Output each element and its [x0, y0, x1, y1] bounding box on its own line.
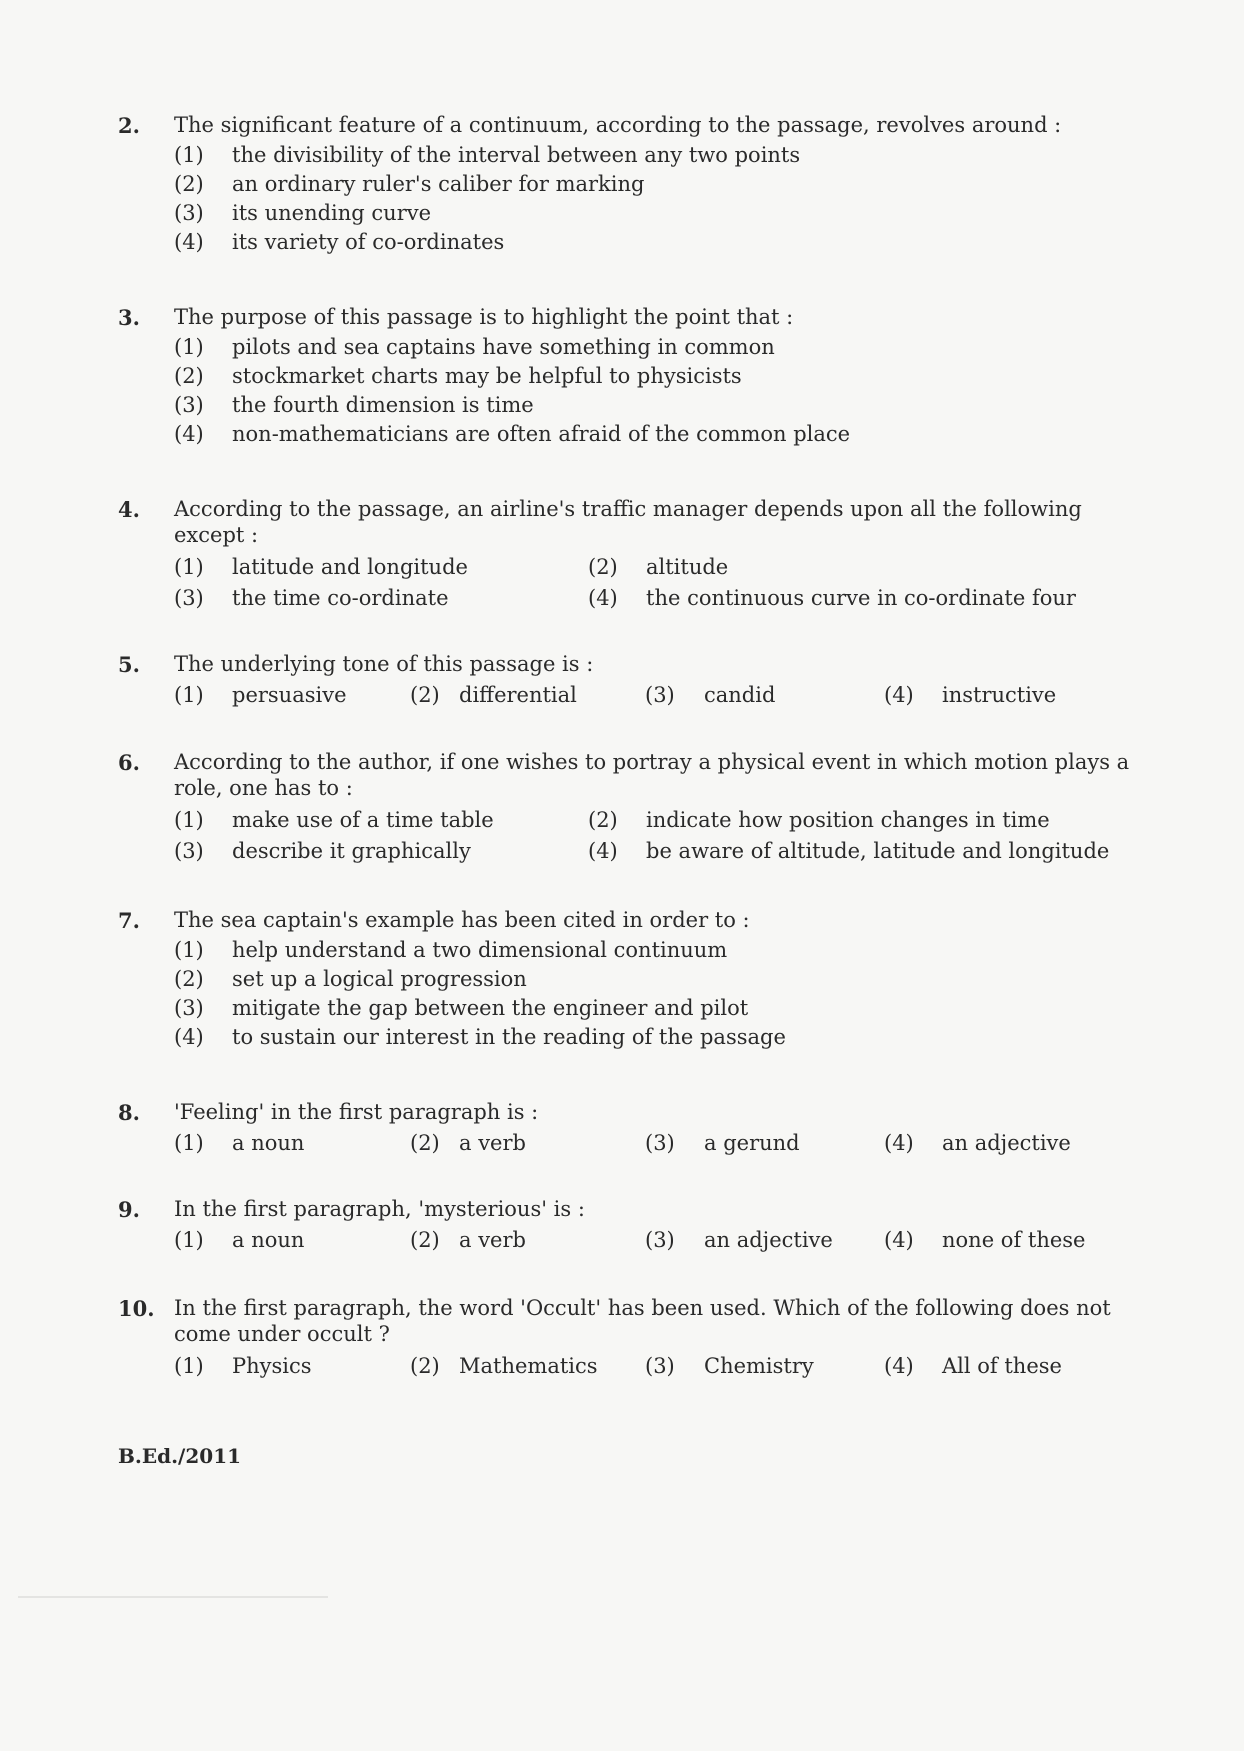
question-stem-line-1: In the first paragraph, the word 'Occult' has been used. Which of the following does not: [174, 1296, 1111, 1320]
option-number: (3): [645, 1354, 675, 1378]
option-number: (2): [410, 683, 440, 707]
option-number: (1): [174, 1228, 204, 1252]
option-number: (4): [174, 230, 204, 254]
option-number: (1): [174, 335, 204, 359]
option-text: the fourth dimension is time: [232, 393, 534, 417]
option-text: stockmarket charts may be helpful to physicists: [232, 364, 742, 388]
question-stem: The significant feature of a continuum, according to the passage, revolves around :: [174, 113, 1062, 137]
option-text: a noun: [232, 1228, 305, 1252]
option-number: (2): [410, 1228, 440, 1252]
question-stem: The purpose of this passage is to highlight the point that :: [174, 305, 794, 329]
option-number: (1): [174, 683, 204, 707]
option-text: help understand a two dimensional continuum: [232, 938, 728, 962]
option-text: the divisibility of the interval between any two points: [232, 143, 801, 167]
question-number: 6.: [118, 750, 140, 775]
option-number: (4): [588, 586, 618, 610]
option-number: (2): [174, 967, 204, 991]
option-number: (1): [174, 1354, 204, 1378]
option-text: differential: [459, 683, 577, 707]
question-number: 9.: [118, 1197, 140, 1222]
question-stem-line-2: role, one has to :: [174, 776, 353, 800]
option-text: set up a logical progression: [232, 967, 527, 991]
option-number: (1): [174, 938, 204, 962]
option-text: its variety of co-ordinates: [232, 230, 505, 254]
option-text: instructive: [942, 683, 1057, 707]
scan-artifact-line: [18, 1596, 328, 1598]
option-number: (4): [884, 1354, 914, 1378]
option-number: (3): [174, 839, 204, 863]
question-number: 3.: [118, 305, 140, 330]
question-stem-line-1: According to the passage, an airline's traffic manager depends upon all the following: [174, 497, 1082, 521]
option-number: (1): [174, 808, 204, 832]
option-number: (2): [174, 172, 204, 196]
option-text: its unending curve: [232, 201, 432, 225]
option-number: (1): [174, 1131, 204, 1155]
option-text: make use of a time table: [232, 808, 494, 832]
option-text: Physics: [232, 1354, 312, 1378]
option-number: (3): [174, 201, 204, 225]
option-text: a verb: [459, 1131, 526, 1155]
option-number: (3): [174, 586, 204, 610]
option-text: indicate how position changes in time: [646, 808, 1050, 832]
option-number: (4): [884, 683, 914, 707]
option-text: the time co-ordinate: [232, 586, 449, 610]
option-number: (2): [410, 1354, 440, 1378]
option-number: (4): [588, 839, 618, 863]
option-text: pilots and sea captains have something in common: [232, 335, 775, 359]
option-number: (4): [174, 1025, 204, 1049]
option-number: (2): [588, 555, 618, 579]
question-number: 7.: [118, 908, 140, 933]
option-text: Mathematics: [459, 1354, 598, 1378]
option-text: non-mathematicians are often afraid of the common place: [232, 422, 851, 446]
option-number: (3): [645, 1228, 675, 1252]
question-stem-line-2: come under occult ?: [174, 1322, 390, 1346]
question-stem: The sea captain's example has been cited in order to :: [174, 908, 750, 932]
option-text: Chemistry: [704, 1354, 814, 1378]
option-text: be aware of altitude, latitude and longitude: [646, 839, 1110, 863]
option-number: (1): [174, 143, 204, 167]
option-text: an adjective: [704, 1228, 833, 1252]
option-text: latitude and longitude: [232, 555, 468, 579]
question-number: 10.: [118, 1296, 155, 1321]
option-number: (2): [410, 1131, 440, 1155]
option-number: (2): [588, 808, 618, 832]
option-number: (3): [645, 1131, 675, 1155]
option-number: (4): [884, 1131, 914, 1155]
question-stem: 'Feeling' in the first paragraph is :: [174, 1100, 539, 1124]
option-text: persuasive: [232, 683, 347, 707]
option-text: a verb: [459, 1228, 526, 1252]
question-stem: The underlying tone of this passage is :: [174, 652, 594, 676]
option-text: mitigate the gap between the engineer and pilot: [232, 996, 749, 1020]
option-text: candid: [704, 683, 776, 707]
option-text: a gerund: [704, 1131, 800, 1155]
option-number: (2): [174, 364, 204, 388]
option-text: describe it graphically: [232, 839, 471, 863]
question-stem: In the first paragraph, 'mysterious' is :: [174, 1197, 585, 1221]
option-number: (4): [174, 422, 204, 446]
option-number: (4): [884, 1228, 914, 1252]
option-text: altitude: [646, 555, 729, 579]
option-text: All of these: [942, 1354, 1062, 1378]
question-number: 5.: [118, 652, 140, 677]
question-stem-line-2: except :: [174, 523, 259, 547]
question-number: 4.: [118, 497, 140, 522]
option-text: a noun: [232, 1131, 305, 1155]
option-number: (3): [174, 393, 204, 417]
option-number: (1): [174, 555, 204, 579]
option-number: (3): [645, 683, 675, 707]
option-text: an ordinary ruler's caliber for marking: [232, 172, 645, 196]
question-stem-line-1: According to the author, if one wishes to portray a physical event in which motion plays a: [174, 750, 1130, 774]
option-number: (3): [174, 996, 204, 1020]
option-text: to sustain our interest in the reading of the passage: [232, 1025, 786, 1049]
question-number: 8.: [118, 1100, 140, 1125]
question-number: 2.: [118, 113, 140, 138]
page-footer: B.Ed./2011: [118, 1444, 242, 1468]
option-text: an adjective: [942, 1131, 1071, 1155]
option-text: the continuous curve in co-ordinate four: [646, 586, 1076, 610]
option-text: none of these: [942, 1228, 1086, 1252]
